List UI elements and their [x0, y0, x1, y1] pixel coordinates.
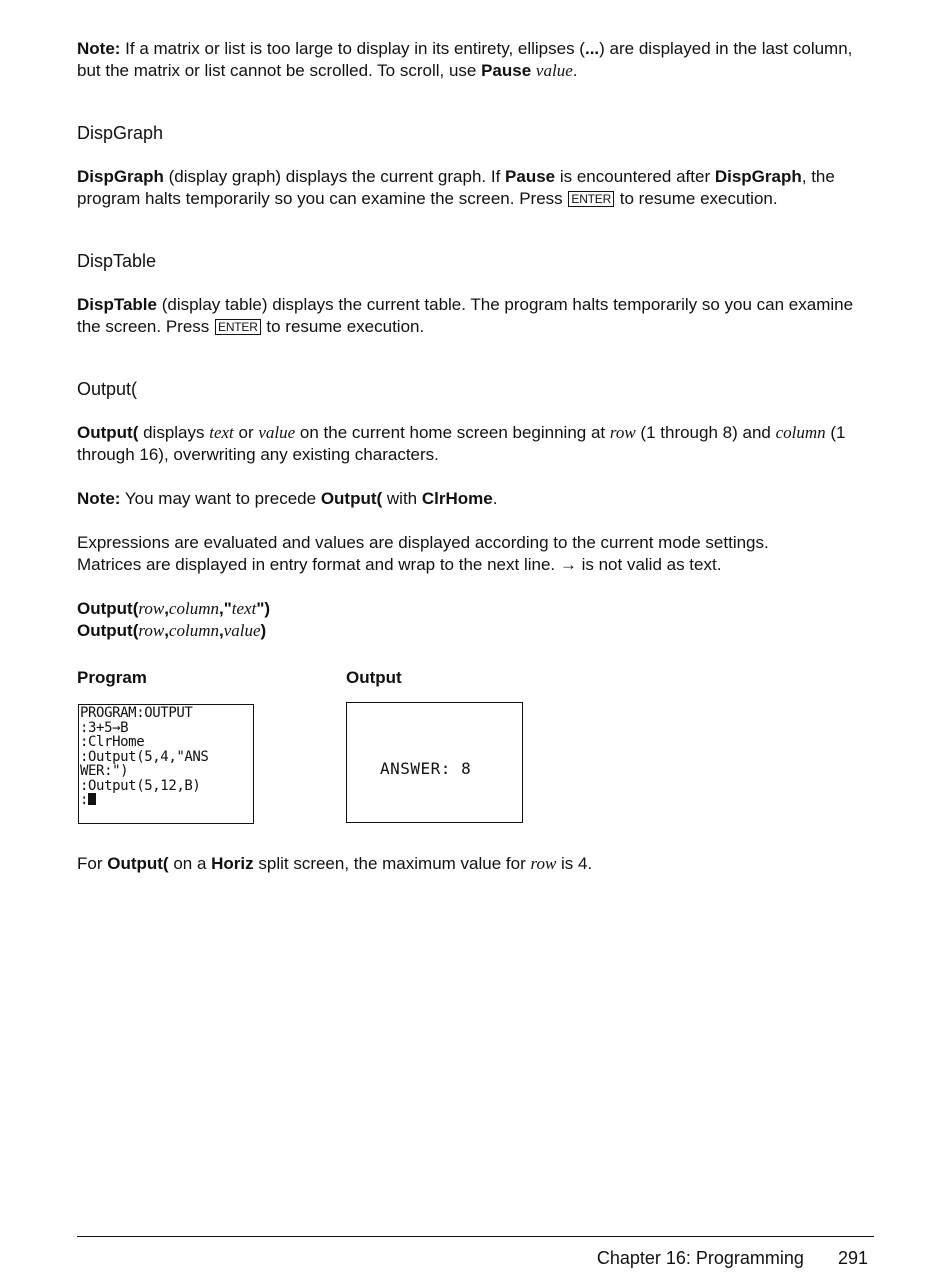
heading-disptable: DispTable — [77, 251, 157, 271]
store-arrow-icon: → — [559, 555, 577, 574]
calculator-screens — [77, 702, 875, 826]
output-screen — [346, 702, 523, 823]
horiz-split-text: For Output( on a Horiz split screen, the maximum value for row is 4. — [77, 854, 593, 873]
footer-divider — [77, 1236, 874, 1237]
output-description: Output( displays text or value on the current home screen beginning at row (1 through 8) and column (1 through 16), overwriting any existing characters. — [77, 423, 846, 464]
page-footer — [597, 1248, 868, 1269]
program-line: :Output(5,12,B) — [80, 777, 201, 794]
output-screen-text: ANSWER: 8 — [380, 759, 472, 778]
enter-key-icon: ENTER — [215, 319, 261, 335]
footer-chapter: Chapter 16: Programming — [596, 1248, 804, 1268]
program-line: PROGRAM:OUTPUT — [80, 705, 193, 721]
program-line: :ClrHome — [80, 734, 145, 750]
note-ellipses: Note: If a matrix or list is too large to display in its entirety, ellipses (...) are displayed in the last column, but the matrix or list cannot be scrolled. To scroll, use Pause value. — [77, 39, 853, 80]
program-line: WER:") — [80, 763, 129, 779]
output-evaluation-text: Expressions are evaluated and values are displayed according to the current mode settings. Matrices are displayed in entry format and wrap to the next line. → is not valid as text. — [77, 533, 769, 574]
syntax-text: Output(row,column,"text") — [77, 599, 271, 618]
heading-output: Output( — [77, 379, 138, 399]
disptable-description: DispTable (display table) displays the current table. The program halts temporarily so you can examine the screen. Press ENTER to resume execution. — [77, 295, 854, 336]
program-line: :Output(5,4,"ANS — [80, 748, 209, 765]
note-label: Note: — [77, 39, 121, 58]
program-screen — [78, 704, 254, 824]
page-body — [77, 38, 875, 875]
pause-command: Pause — [481, 61, 532, 80]
syntax-value: Output(row,column,value) — [77, 621, 267, 640]
screen-labels — [77, 668, 875, 690]
program-line-last: : — [80, 793, 252, 808]
dispgraph-description: DispGraph (display graph) displays the current graph. If Pause is encountered after DispGraph, the program halts temporarily so you can examine the screen. Press ENTER to resume execution. — [77, 167, 835, 208]
enter-key-icon: ENTER — [568, 191, 614, 207]
heading-dispgraph: DispGraph — [77, 123, 164, 143]
cursor-icon — [88, 793, 96, 805]
program-label: Program — [77, 668, 147, 687]
output-note: Note: You may want to precede Output( with ClrHome. — [77, 489, 498, 508]
program-line: :3+5→B — [80, 719, 129, 736]
page-number: 291 — [837, 1248, 868, 1268]
output-label: Output — [346, 668, 402, 687]
